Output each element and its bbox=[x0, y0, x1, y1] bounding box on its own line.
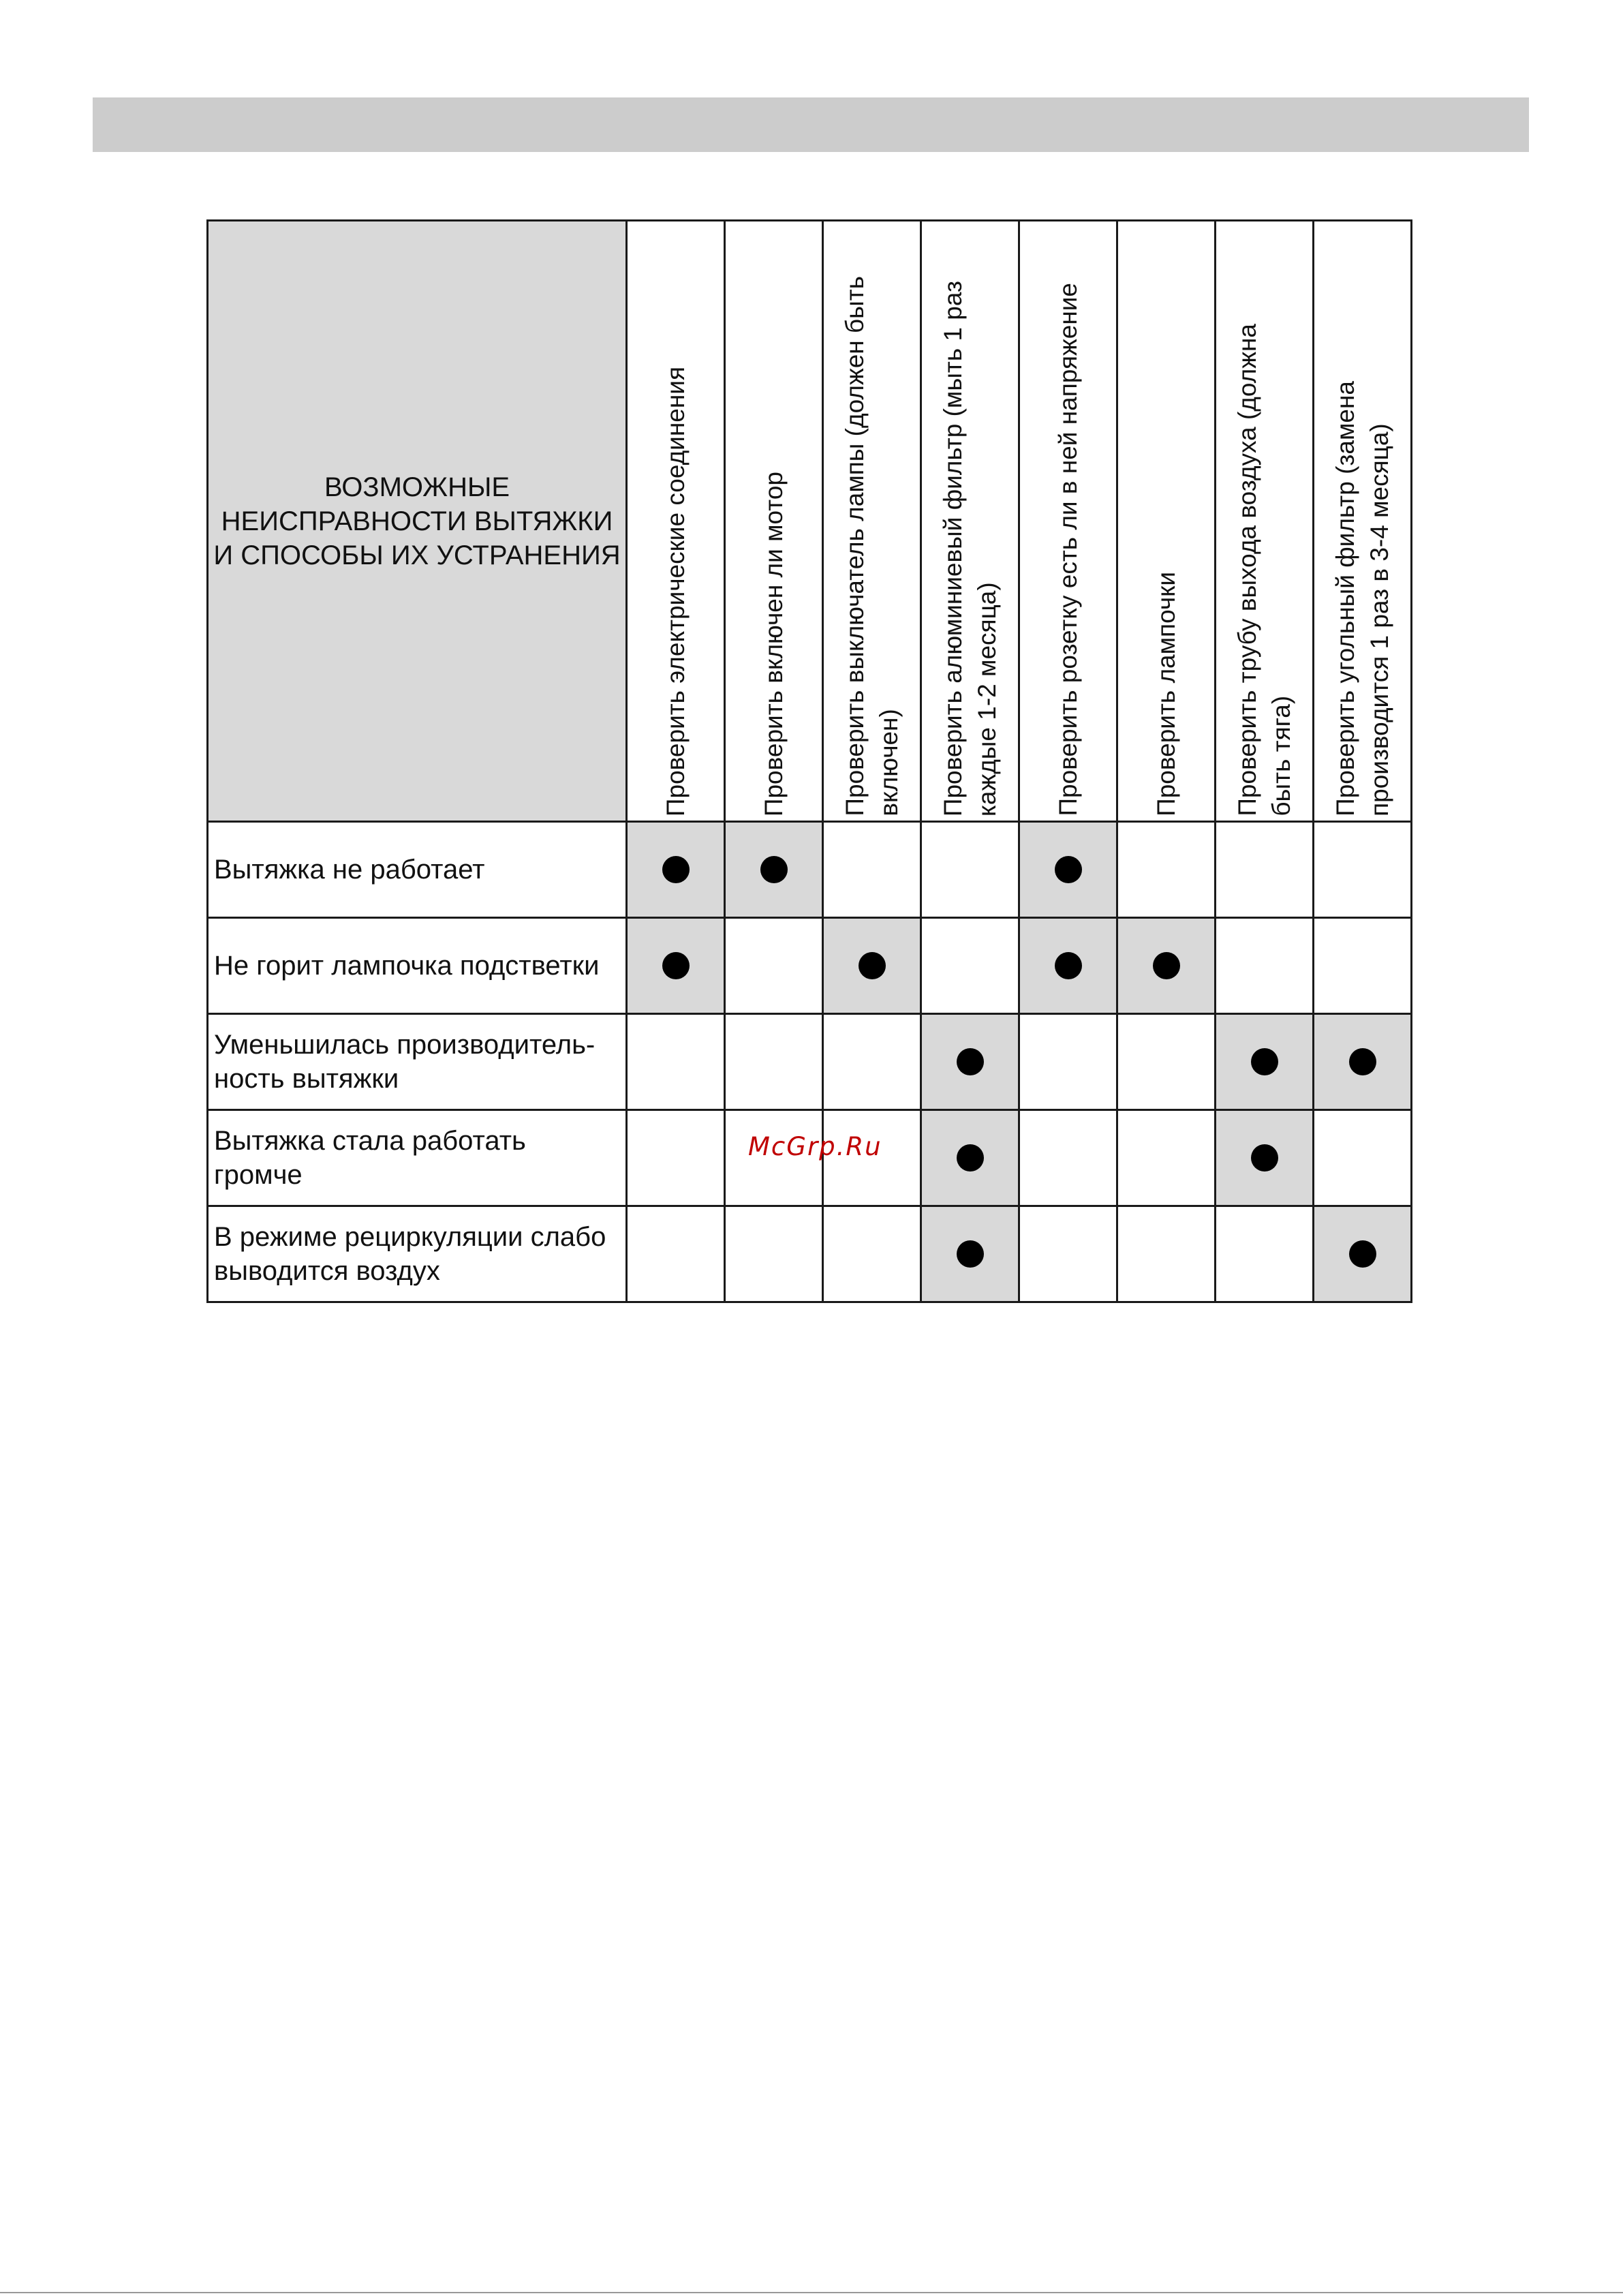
mark-dot-icon bbox=[1055, 856, 1082, 883]
table-cell bbox=[627, 1014, 725, 1110]
table-cell bbox=[823, 822, 921, 918]
table-cell bbox=[627, 822, 725, 918]
mark-dot-icon bbox=[1153, 952, 1180, 979]
column-header-bulbs bbox=[1117, 221, 1216, 822]
mark-dot-icon bbox=[957, 1048, 984, 1075]
column-header-motor bbox=[725, 221, 823, 822]
header-row bbox=[208, 221, 1412, 822]
mark-dot-icon bbox=[662, 952, 690, 979]
mark-dot-icon bbox=[1349, 1240, 1376, 1268]
mark-dot-icon bbox=[1251, 1048, 1278, 1075]
row-label: Вытяжка стала работать громче bbox=[208, 1110, 627, 1206]
table-row bbox=[208, 1206, 1412, 1302]
table-cell bbox=[627, 1206, 725, 1302]
table-body bbox=[208, 822, 1412, 1302]
table-cell bbox=[1216, 918, 1314, 1014]
mark-dot-icon bbox=[1349, 1048, 1376, 1075]
table-cell bbox=[921, 1206, 1019, 1302]
table-cell bbox=[627, 918, 725, 1014]
column-header-socket bbox=[1019, 221, 1117, 822]
table-cell bbox=[1019, 1110, 1117, 1206]
table-cell bbox=[725, 822, 823, 918]
table-cell bbox=[1216, 1014, 1314, 1110]
page-bottom-line bbox=[0, 2292, 1623, 2293]
table-cell bbox=[823, 918, 921, 1014]
table-cell bbox=[823, 1014, 921, 1110]
table-cell bbox=[1314, 918, 1412, 1014]
column-header-text: Проверить трубу выхода воздуха (должна быть тяга) bbox=[1233, 324, 1295, 816]
column-header-carbon-filter bbox=[1314, 221, 1412, 822]
table-row bbox=[208, 1014, 1412, 1110]
table-cell bbox=[1019, 1206, 1117, 1302]
column-header-text: Проверить включен ли мотор bbox=[759, 471, 788, 816]
table-cell bbox=[1117, 1014, 1216, 1110]
corner-title-line-2: НЕИСПРАВНОСТИ ВЫТЯЖКИ bbox=[221, 506, 613, 536]
table-cell bbox=[1117, 822, 1216, 918]
column-header-lamp-switch bbox=[823, 221, 921, 822]
mark-dot-icon bbox=[957, 1240, 984, 1268]
table-cell bbox=[921, 918, 1019, 1014]
corner-title-line-3: И СПОСОБЫ ИХ УСТРАНЕНИЯ bbox=[213, 540, 621, 570]
table-cell bbox=[1216, 1206, 1314, 1302]
table-cell bbox=[1019, 822, 1117, 918]
mark-dot-icon bbox=[760, 856, 788, 883]
column-header-text: Проверить лампочки bbox=[1151, 572, 1180, 816]
table-cell bbox=[1117, 918, 1216, 1014]
table-cell bbox=[1019, 918, 1117, 1014]
table-cell bbox=[1314, 1014, 1412, 1110]
mark-dot-icon bbox=[957, 1144, 984, 1172]
column-header-electrical bbox=[627, 221, 725, 822]
table-row bbox=[208, 822, 1412, 918]
row-label: В режиме рециркуляции слабо выводится воздух bbox=[208, 1206, 627, 1302]
column-header-text: Проверить выключатель лампы (должен быть включен) bbox=[840, 276, 903, 816]
table-cell bbox=[725, 918, 823, 1014]
mark-dot-icon bbox=[1055, 952, 1082, 979]
column-header-text: Проверить алюминиевый фильтр (мыть 1 раз каждые 1-2 месяца) bbox=[938, 280, 1001, 816]
table-cell bbox=[1117, 1206, 1216, 1302]
table-cell bbox=[1314, 1110, 1412, 1206]
column-header-text: Проверить розетку есть ли в ней напряжение bbox=[1053, 283, 1082, 816]
table-cell bbox=[1216, 1110, 1314, 1206]
table-cell bbox=[627, 1110, 725, 1206]
mark-dot-icon bbox=[859, 952, 886, 979]
column-header-air-duct bbox=[1216, 221, 1314, 822]
table-cell bbox=[725, 1206, 823, 1302]
column-header-aluminium-filter bbox=[921, 221, 1019, 822]
table-row bbox=[208, 918, 1412, 1014]
table-cell bbox=[1117, 1110, 1216, 1206]
column-header-text: Проверить электрические соединения bbox=[661, 366, 690, 816]
row-label: Не горит лампочка подстветки bbox=[208, 918, 627, 1014]
table-cell bbox=[921, 1110, 1019, 1206]
row-label: Вытяжка не работает bbox=[208, 822, 627, 918]
table-cell bbox=[823, 1206, 921, 1302]
table-cell bbox=[921, 1014, 1019, 1110]
table-cell bbox=[1019, 1014, 1117, 1110]
table-cell bbox=[921, 822, 1019, 918]
mark-dot-icon bbox=[1251, 1144, 1278, 1172]
table-cell bbox=[1314, 1206, 1412, 1302]
table-cell bbox=[1216, 822, 1314, 918]
column-header-text: Проверить угольный фильтр (замена производится 1 раз в 3-4 месяца) bbox=[1331, 381, 1393, 816]
row-label: Уменьшилась производитель- ность вытяжки bbox=[208, 1014, 627, 1110]
table-cell bbox=[1314, 822, 1412, 918]
mark-dot-icon bbox=[662, 856, 690, 883]
table-corner-title bbox=[208, 221, 627, 822]
watermark-text: McGrp.Ru bbox=[748, 1132, 882, 1161]
table-cell bbox=[725, 1014, 823, 1110]
header-band bbox=[93, 97, 1529, 152]
corner-title-line-1: ВОЗМОЖНЫЕ bbox=[324, 472, 510, 502]
